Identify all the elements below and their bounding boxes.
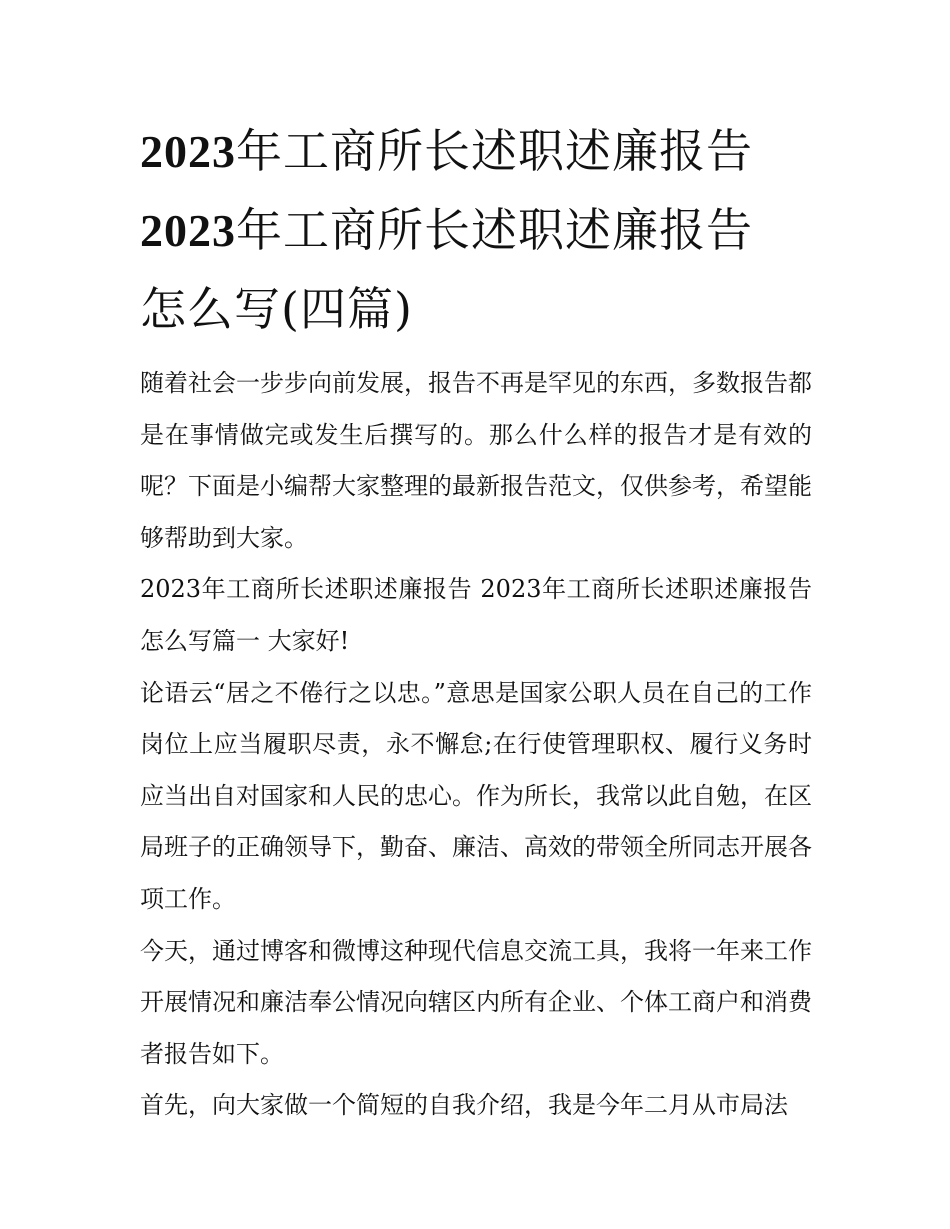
title-line-3: 怎么写(四篇) [140,282,413,336]
title-year-2: 2023 [140,205,236,256]
title-line-2 [140,191,812,270]
paragraph-analects: 论语云“居之不倦行之以忠。”意思是国家公职人员在自己的工作岗位上应当履职尽责，永不懈怠;在行使管理职权、履行义务时应当出自对国家和人民的忠心。作为所长，我常以此自勉，在区局班子的正确领导下，勤奋、廉洁、高效的带领全所同志开展各项工作。 [140,678,812,913]
document-body [140,358,812,1132]
title-text-2: 年工商所长述职述廉报告 [236,203,753,257]
title-text-1: 年工商所长述职述廉报告 [236,124,753,178]
paragraph-heading: 2023年工商所长述职述廉报告 2023年工商所长述职述廉报告怎么写篇一 大家好! [140,575,812,655]
paragraph-report: 今天，通过博客和微博这种现代信息交流工具，我将一年来工作开展情况和廉洁奉公情况向辖区内所有企业、个体工商户和消费者报告如下。 [140,936,812,1068]
paragraph-self-intro: 首先，向大家做一个简短的自我介绍，我是今年二月从市局法 [140,1091,788,1120]
document-page [140,112,812,1132]
document-title [140,112,812,348]
paragraph-intro: 随着社会一步步向前发展，报告不再是罕见的东西，多数报告都是在事情做完或发生后撰写的。那么什么样的报告才是有效的呢？下面是小编帮大家整理的最新报告范文，仅供参考，希望能够帮助到大家。 [140,369,812,552]
title-line-1 [140,112,812,191]
title-year-1: 2023 [140,126,236,177]
